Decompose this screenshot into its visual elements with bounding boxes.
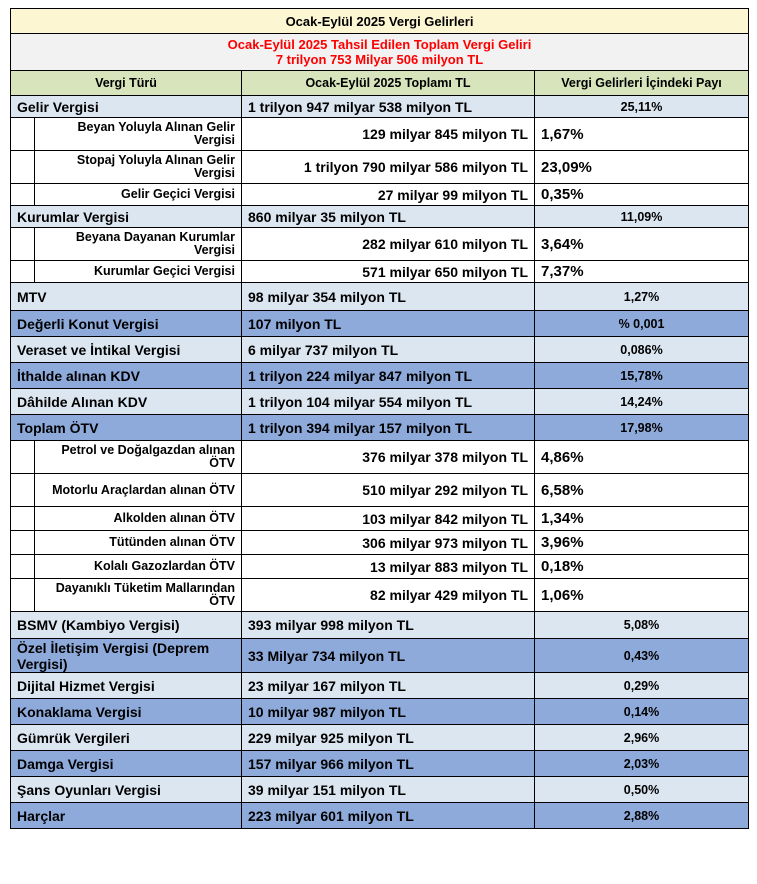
share-cell: 6,58%	[535, 474, 749, 507]
tax-row	[11, 673, 749, 699]
amount-cell: 13 milyar 883 milyon TL	[242, 555, 535, 579]
amount-cell: 1 trilyon 947 milyar 538 milyon TL	[242, 96, 535, 118]
tax-row	[11, 363, 749, 389]
amount-cell: 39 milyar 151 milyon TL	[242, 777, 535, 803]
share-cell: 2,88%	[535, 803, 749, 829]
share-cell: 1,06%	[535, 579, 749, 612]
tax-revenue-table	[10, 8, 749, 829]
share-cell: 4,86%	[535, 441, 749, 474]
amount-cell: 1 trilyon 394 milyar 157 milyon TL	[242, 415, 535, 441]
tax-type-cell: MTV	[11, 283, 242, 311]
amount-cell: 376 milyar 378 milyon TL	[242, 441, 535, 474]
amount-cell: 282 milyar 610 milyon TL	[242, 228, 535, 261]
header-share: Vergi Gelirleri İçindeki Payı	[535, 71, 749, 96]
tax-type-cell: Motorlu Araçlardan alınan ÖTV	[35, 474, 242, 507]
amount-cell: 571 milyar 650 milyon TL	[242, 261, 535, 283]
tax-subrow	[11, 151, 749, 184]
share-cell: 0,18%	[535, 555, 749, 579]
tax-row	[11, 803, 749, 829]
amount-cell: 860 milyar 35 milyon TL	[242, 206, 535, 228]
amount-cell: 82 milyar 429 milyon TL	[242, 579, 535, 612]
tax-row	[11, 96, 749, 118]
total-revenue-caption: Ocak-Eylül 2025 Tahsil Edilen Toplam Vergi Geliri	[227, 37, 532, 52]
tax-type-cell: Özel İletişim Vergisi (Deprem Vergisi)	[11, 639, 242, 673]
share-cell: 2,03%	[535, 751, 749, 777]
tax-type-cell: Dijital Hizmet Vergisi	[11, 673, 242, 699]
amount-cell: 510 milyar 292 milyon TL	[242, 474, 535, 507]
tax-row	[11, 751, 749, 777]
tax-type-cell: Değerli Konut Vergisi	[11, 311, 242, 337]
share-cell: 7,37%	[535, 261, 749, 283]
tax-subrow	[11, 228, 749, 261]
tax-type-cell: Stopaj Yoluyla Alınan Gelir Vergisi	[35, 151, 242, 184]
tax-subrow	[11, 184, 749, 206]
indent-cell	[11, 579, 35, 612]
share-cell: 0,29%	[535, 673, 749, 699]
share-cell: 25,11%	[535, 96, 749, 118]
amount-cell: 229 milyar 925 milyon TL	[242, 725, 535, 751]
tax-type-cell: Alkolden alınan ÖTV	[35, 507, 242, 531]
share-cell: 1,67%	[535, 118, 749, 151]
share-cell: 0,43%	[535, 639, 749, 673]
share-cell: 2,96%	[535, 725, 749, 751]
total-revenue-banner	[11, 34, 749, 71]
share-cell: 1,34%	[535, 507, 749, 531]
tax-subrow	[11, 507, 749, 531]
table-body	[11, 9, 749, 829]
tax-subrow	[11, 118, 749, 151]
tax-row	[11, 639, 749, 673]
tax-row	[11, 283, 749, 311]
tax-type-cell: Dayanıklı Tüketim Mallarından ÖTV	[35, 579, 242, 612]
tax-type-cell: Petrol ve Doğalgazdan alınan ÖTV	[35, 441, 242, 474]
tax-row	[11, 311, 749, 337]
amount-cell: 1 trilyon 104 milyar 554 milyon TL	[242, 389, 535, 415]
amount-cell: 157 milyar 966 milyon TL	[242, 751, 535, 777]
tax-row	[11, 415, 749, 441]
tax-type-cell: Dâhilde Alınan KDV	[11, 389, 242, 415]
tax-type-cell: Kurumlar Geçici Vergisi	[35, 261, 242, 283]
tax-type-cell: Damga Vergisi	[11, 751, 242, 777]
amount-cell: 33 Milyar 734 milyon TL	[242, 639, 535, 673]
share-cell: 23,09%	[535, 151, 749, 184]
total-revenue-value: 7 trilyon 753 Milyar 506 milyon TL	[275, 52, 484, 67]
amount-cell: 223 milyar 601 milyon TL	[242, 803, 535, 829]
tax-type-cell: Toplam ÖTV	[11, 415, 242, 441]
tax-subrow	[11, 261, 749, 283]
tax-type-cell: Kolalı Gazozlardan ÖTV	[35, 555, 242, 579]
tax-type-cell: Tütünden alınan ÖTV	[35, 531, 242, 555]
indent-cell	[11, 184, 35, 206]
amount-cell: 6 milyar 737 milyon TL	[242, 337, 535, 363]
amount-cell: 107 milyon TL	[242, 311, 535, 337]
tax-type-cell: İthalde alınan KDV	[11, 363, 242, 389]
tax-subrow	[11, 531, 749, 555]
share-cell: 3,64%	[535, 228, 749, 261]
amount-cell: 98 milyar 354 milyon TL	[242, 283, 535, 311]
share-cell: 15,78%	[535, 363, 749, 389]
indent-cell	[11, 151, 35, 184]
tax-row	[11, 777, 749, 803]
share-cell: 0,14%	[535, 699, 749, 725]
share-cell: 3,96%	[535, 531, 749, 555]
indent-cell	[11, 555, 35, 579]
amount-cell: 103 milyar 842 milyon TL	[242, 507, 535, 531]
tax-type-cell: Gümrük Vergileri	[11, 725, 242, 751]
header-tax-type: Vergi Türü	[11, 71, 242, 96]
tax-row	[11, 389, 749, 415]
tax-type-cell: Gelir Vergisi	[11, 96, 242, 118]
share-cell: 1,27%	[535, 283, 749, 311]
share-cell: 0,086%	[535, 337, 749, 363]
tax-type-cell: Gelir Geçici Vergisi	[35, 184, 242, 206]
tax-type-cell: Şans Oyunları Vergisi	[11, 777, 242, 803]
tax-row	[11, 699, 749, 725]
indent-cell	[11, 118, 35, 151]
tax-row	[11, 725, 749, 751]
indent-cell	[11, 531, 35, 555]
indent-cell	[11, 507, 35, 531]
share-cell: 14,24%	[535, 389, 749, 415]
amount-cell: 1 trilyon 224 milyar 847 milyon TL	[242, 363, 535, 389]
share-cell: 11,09%	[535, 206, 749, 228]
tax-type-cell: BSMV (Kambiyo Vergisi)	[11, 612, 242, 639]
share-cell: 5,08%	[535, 612, 749, 639]
tax-row	[11, 337, 749, 363]
table-title: Ocak-Eylül 2025 Vergi Gelirleri	[11, 9, 749, 34]
tax-type-cell: Beyana Dayanan Kurumlar Vergisi	[35, 228, 242, 261]
tax-type-cell: Kurumlar Vergisi	[11, 206, 242, 228]
amount-cell: 27 milyar 99 milyon TL	[242, 184, 535, 206]
tax-type-cell: Harçlar	[11, 803, 242, 829]
amount-cell: 10 milyar 987 milyon TL	[242, 699, 535, 725]
indent-cell	[11, 261, 35, 283]
amount-cell: 129 milyar 845 milyon TL	[242, 118, 535, 151]
tax-type-cell: Konaklama Vergisi	[11, 699, 242, 725]
share-cell: 17,98%	[535, 415, 749, 441]
amount-cell: 1 trilyon 790 milyar 586 milyon TL	[242, 151, 535, 184]
tax-subrow	[11, 579, 749, 612]
indent-cell	[11, 441, 35, 474]
tax-type-cell: Veraset ve İntikal Vergisi	[11, 337, 242, 363]
subtitle-row	[11, 34, 749, 71]
tax-subrow	[11, 441, 749, 474]
amount-cell: 23 milyar 167 milyon TL	[242, 673, 535, 699]
share-cell: 0,35%	[535, 184, 749, 206]
amount-cell: 393 milyar 998 milyon TL	[242, 612, 535, 639]
amount-cell: 306 milyar 973 milyon TL	[242, 531, 535, 555]
header-row	[11, 71, 749, 96]
share-cell: % 0,001	[535, 311, 749, 337]
header-total: Ocak-Eylül 2025 Toplamı TL	[242, 71, 535, 96]
tax-subrow	[11, 474, 749, 507]
title-row	[11, 9, 749, 34]
tax-type-cell: Beyan Yoluyla Alınan Gelir Vergisi	[35, 118, 242, 151]
indent-cell	[11, 228, 35, 261]
share-cell: 0,50%	[535, 777, 749, 803]
indent-cell	[11, 474, 35, 507]
tax-row	[11, 612, 749, 639]
tax-row	[11, 206, 749, 228]
tax-subrow	[11, 555, 749, 579]
